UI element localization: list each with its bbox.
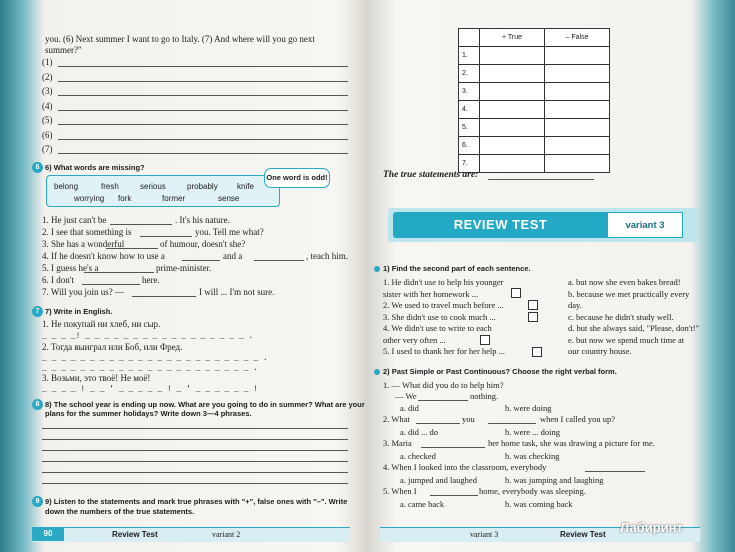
q6-sentence-text: and a	[223, 251, 243, 261]
left-footer-variant: variant 2	[212, 530, 241, 539]
answer-line[interactable]	[58, 110, 348, 111]
true-cell[interactable]	[480, 155, 545, 173]
table-row	[459, 137, 610, 155]
q2-text: 2. What	[383, 414, 410, 424]
table-row	[459, 119, 610, 137]
q6-sentence-text: I will ... I'm not sure.	[199, 287, 275, 297]
match-checkbox[interactable]	[511, 288, 521, 298]
answer-line[interactable]	[58, 81, 348, 82]
watermark-logo: Лабиринт	[620, 520, 683, 535]
q1-left-item: other very often ...	[383, 334, 446, 345]
q2-text: a. came back	[400, 499, 445, 509]
false-cell[interactable]	[545, 155, 610, 173]
q9-title-2: down the numbers of the true statements.	[45, 507, 195, 516]
table-row	[459, 101, 610, 119]
q2-text: — We	[395, 391, 417, 401]
q1-right-item: e. but now we spend much time at	[568, 334, 685, 345]
q1-right-item: d. but she always said, "Please, don't!"	[568, 323, 699, 333]
q7-dash-row-3: _ _ _ _ _ _ _ _ _ _ _ _ _ _ _ _ _ _ _ _ _ _ .	[42, 364, 259, 373]
match-checkbox[interactable]	[480, 335, 490, 345]
q2-text: a. did	[400, 403, 419, 413]
answer-blank[interactable]	[430, 495, 478, 496]
q1-left-item: 2. We used to travel much before ...	[383, 300, 504, 310]
odd-word-callout: One word is odd!	[264, 168, 330, 188]
q1-left-item: 5. I used to thank her for her help ...	[383, 346, 506, 356]
row-number: 4.	[459, 101, 480, 119]
q8-answer-line[interactable]	[42, 428, 348, 429]
q6-title: 6) What words are missing?	[45, 163, 145, 172]
q6-sentence-text: 7. Will you join us? —	[42, 287, 124, 297]
q6-sentence-text: , teach him.	[306, 251, 348, 261]
q2-text: her home task, she was drawing a picture for me.	[488, 438, 655, 448]
answer-blank[interactable]	[585, 471, 645, 472]
true-cell[interactable]	[480, 101, 545, 119]
q8-answer-line[interactable]	[42, 483, 348, 484]
q2-text: a. did ... do	[400, 427, 439, 437]
q2-text: 3. Maria	[383, 438, 412, 448]
q2-text: b. was coming back	[505, 499, 573, 509]
left-footer	[32, 527, 350, 542]
q9-title: 9) Listen to the statements and mark true phrases with "+", false ones with "–". Write	[45, 497, 348, 506]
table-row	[459, 47, 610, 65]
left-footer-title: Review Test	[112, 530, 158, 539]
q2-title: 2) Past Simple or Past Continuous? Choose the right verbal form.	[383, 367, 617, 376]
q2-text: 5. When I	[383, 486, 417, 496]
q2-text: home, everybody was sleeping.	[479, 486, 586, 496]
q6-sentence-text: of humour, doesn't she?	[160, 239, 246, 249]
false-cell[interactable]	[545, 101, 610, 119]
answer-label: (5)	[42, 115, 53, 125]
q1-right-item: day.	[568, 300, 582, 310]
answer-line[interactable]	[58, 153, 348, 154]
q2-text: when I called you up?	[540, 414, 616, 424]
q7-number: 7	[32, 306, 43, 317]
answer-label: (2)	[42, 71, 53, 82]
word-item: worrying	[74, 194, 105, 203]
q6-sentence-text: here.	[142, 275, 160, 285]
true-statements-line[interactable]	[488, 179, 594, 180]
answer-blank[interactable]	[84, 272, 154, 273]
answer-blank[interactable]	[254, 260, 304, 261]
q6-sentence-text: you. Tell me what?	[195, 227, 264, 237]
row-number: 6.	[459, 137, 480, 155]
answer-blank[interactable]	[106, 248, 158, 249]
answer-line[interactable]	[58, 124, 348, 125]
row-number: 5.	[459, 119, 480, 137]
q7-dash-row-4: _ _ _ _ ! _ _ ' _ _ _ _ _ ! _ ' _ _ _ _ _ _ !	[42, 385, 259, 394]
top-text-1: you. (6) Next summer I want to go to Italy. (7) And where will you go next	[45, 34, 315, 44]
q1-right-item: our country house.	[568, 346, 632, 356]
word-item: sense	[218, 194, 240, 203]
answer-line[interactable]	[58, 139, 348, 140]
false-cell[interactable]	[545, 83, 610, 101]
match-checkbox[interactable]	[528, 300, 538, 310]
q1-right-item: c. because he didn't study well.	[568, 311, 674, 322]
word-item: fresh	[101, 182, 119, 191]
answer-blank[interactable]	[110, 224, 172, 225]
answer-blank[interactable]	[421, 447, 485, 448]
answer-blank[interactable]	[418, 400, 468, 401]
q6-sentence-text: 3. She has a wonderful	[42, 239, 125, 249]
q1-right-item: a. but now she even bakes bread!	[568, 277, 681, 287]
row-number: 1.	[459, 47, 480, 65]
word-item: fork	[118, 194, 132, 203]
word-item: former	[162, 194, 186, 203]
true-header: + True	[480, 29, 545, 47]
q8-answer-line[interactable]	[42, 472, 348, 473]
match-checkbox[interactable]	[532, 347, 542, 357]
q9-number: 9	[32, 496, 43, 507]
q2-text: nothing.	[470, 391, 499, 401]
answer-label: (4)	[42, 100, 53, 111]
q2-bullet	[374, 369, 380, 375]
q2-text: b. were ... doing	[505, 427, 561, 437]
answer-label: (3)	[42, 86, 53, 96]
q8-answer-line[interactable]	[42, 461, 348, 462]
q7-dash-row-1: _ _ _ _! _ _ _ _ _ _ _ _ _ _ _ _ _ _ _ _ _ .	[42, 332, 254, 341]
answer-blank[interactable]	[182, 260, 220, 261]
q6-sentence-text: prime-minister.	[156, 263, 212, 273]
true-cell[interactable]	[480, 119, 545, 137]
q1-title: 1) Find the second part of each sentence.	[383, 264, 531, 273]
false-cell[interactable]	[545, 65, 610, 83]
q7-item-1: 1. Не покупай ни хлеб, ни сыр.	[42, 319, 161, 329]
row-number: 7.	[459, 155, 480, 173]
true-cell[interactable]	[480, 137, 545, 155]
word-item: knife	[237, 182, 254, 191]
q8-title: 8) The school year is ending up now. What are you going to do in summer? What are your	[45, 400, 365, 409]
review-variant: variant 3	[608, 212, 683, 238]
q6-sentence-text: . It's his nature.	[175, 215, 230, 225]
answer-label: (1)	[42, 57, 53, 67]
answer-line[interactable]	[58, 95, 348, 96]
q2-text: 4. When I looked into the classroom, everybody	[383, 462, 547, 472]
q7-dash-row-2: _ _ _ _ _ _ _ _ _ _ _ _ _ _ _ _ _ _ _ _ _ _ _ .	[42, 354, 268, 363]
false-cell[interactable]	[545, 47, 610, 65]
true-cell[interactable]	[480, 65, 545, 83]
right-footer-title: Review Test	[560, 530, 606, 539]
false-cell[interactable]	[545, 137, 610, 155]
q8-number: 8	[32, 399, 43, 410]
q2-text: b. was checking	[505, 451, 560, 461]
q6-sentence-text: 5. I guess he's a	[42, 263, 99, 273]
q6-sentence-text: 1. He just can't be	[42, 215, 107, 225]
answer-blank[interactable]	[82, 284, 140, 285]
true-cell[interactable]	[480, 83, 545, 101]
q6-sentence-text: 4. If he doesn't know how to use a	[42, 251, 165, 261]
q7-item-3: 3. Возьми, это твоё! Не моё!	[42, 373, 151, 383]
word-item: serious	[140, 182, 166, 191]
q8-title-2: plans for the summer holidays? Write down 3—4 phrases.	[45, 409, 252, 418]
false-cell[interactable]	[545, 119, 610, 137]
q1-left-item: 4. We didn't use to write to each	[383, 323, 492, 333]
answer-label: (7)	[42, 144, 53, 154]
q2-text: a. checked	[400, 451, 436, 461]
top-text-2: summer?"	[45, 45, 82, 55]
row-number: 3.	[459, 83, 480, 101]
answer-blank[interactable]	[416, 423, 460, 424]
answer-label: (6)	[42, 129, 53, 140]
q1-left-item: 3. She didn't use to cook much ...	[383, 311, 496, 322]
row-number: 2.	[459, 65, 480, 83]
right-footer-variant: variant 3	[470, 530, 499, 539]
q6-sentence-text: 6. I don't	[42, 275, 74, 285]
q1-bullet	[374, 266, 380, 272]
q1-left-item: sister with her homework ...	[383, 288, 479, 299]
table-row	[459, 83, 610, 101]
q2-text: b. were doing	[505, 403, 552, 413]
q7-title: 7) Write in English.	[45, 307, 113, 316]
q2-text: b. was jumping and laughing	[505, 475, 604, 485]
true-statements-label: The true statements are:	[383, 170, 479, 180]
false-header: – False	[545, 29, 610, 47]
q2-text: 1. — What did you do to help him?	[383, 380, 504, 390]
q8-answer-line[interactable]	[42, 450, 348, 451]
q6-number: 6	[32, 162, 43, 173]
word-item: belong	[54, 182, 79, 191]
word-item: probably	[187, 182, 218, 191]
q2-text: you	[462, 414, 475, 424]
table-row	[459, 155, 610, 173]
answer-blank[interactable]	[488, 423, 536, 424]
q6-sentence-text: 2. I see that something is	[42, 227, 132, 237]
true-cell[interactable]	[480, 47, 545, 65]
answer-blank[interactable]	[140, 236, 192, 237]
q1-right-item: b. because we met practically every	[568, 288, 690, 299]
q2-text: a. jumped and laughed	[400, 475, 477, 485]
answer-line[interactable]	[58, 66, 348, 67]
answer-blank[interactable]	[132, 296, 196, 297]
true-false-table	[458, 28, 610, 173]
q8-answer-line[interactable]	[42, 439, 348, 440]
match-checkbox[interactable]	[528, 312, 538, 322]
review-test-title: REVIEW TEST	[393, 212, 608, 238]
q7-item-2: 2. Тогда выиграл или Боб, или Фред.	[42, 342, 183, 352]
q1-left-item: 1. He didn't use to help his younger	[383, 277, 504, 287]
page-number: 90	[32, 527, 64, 541]
table-row	[459, 65, 610, 83]
